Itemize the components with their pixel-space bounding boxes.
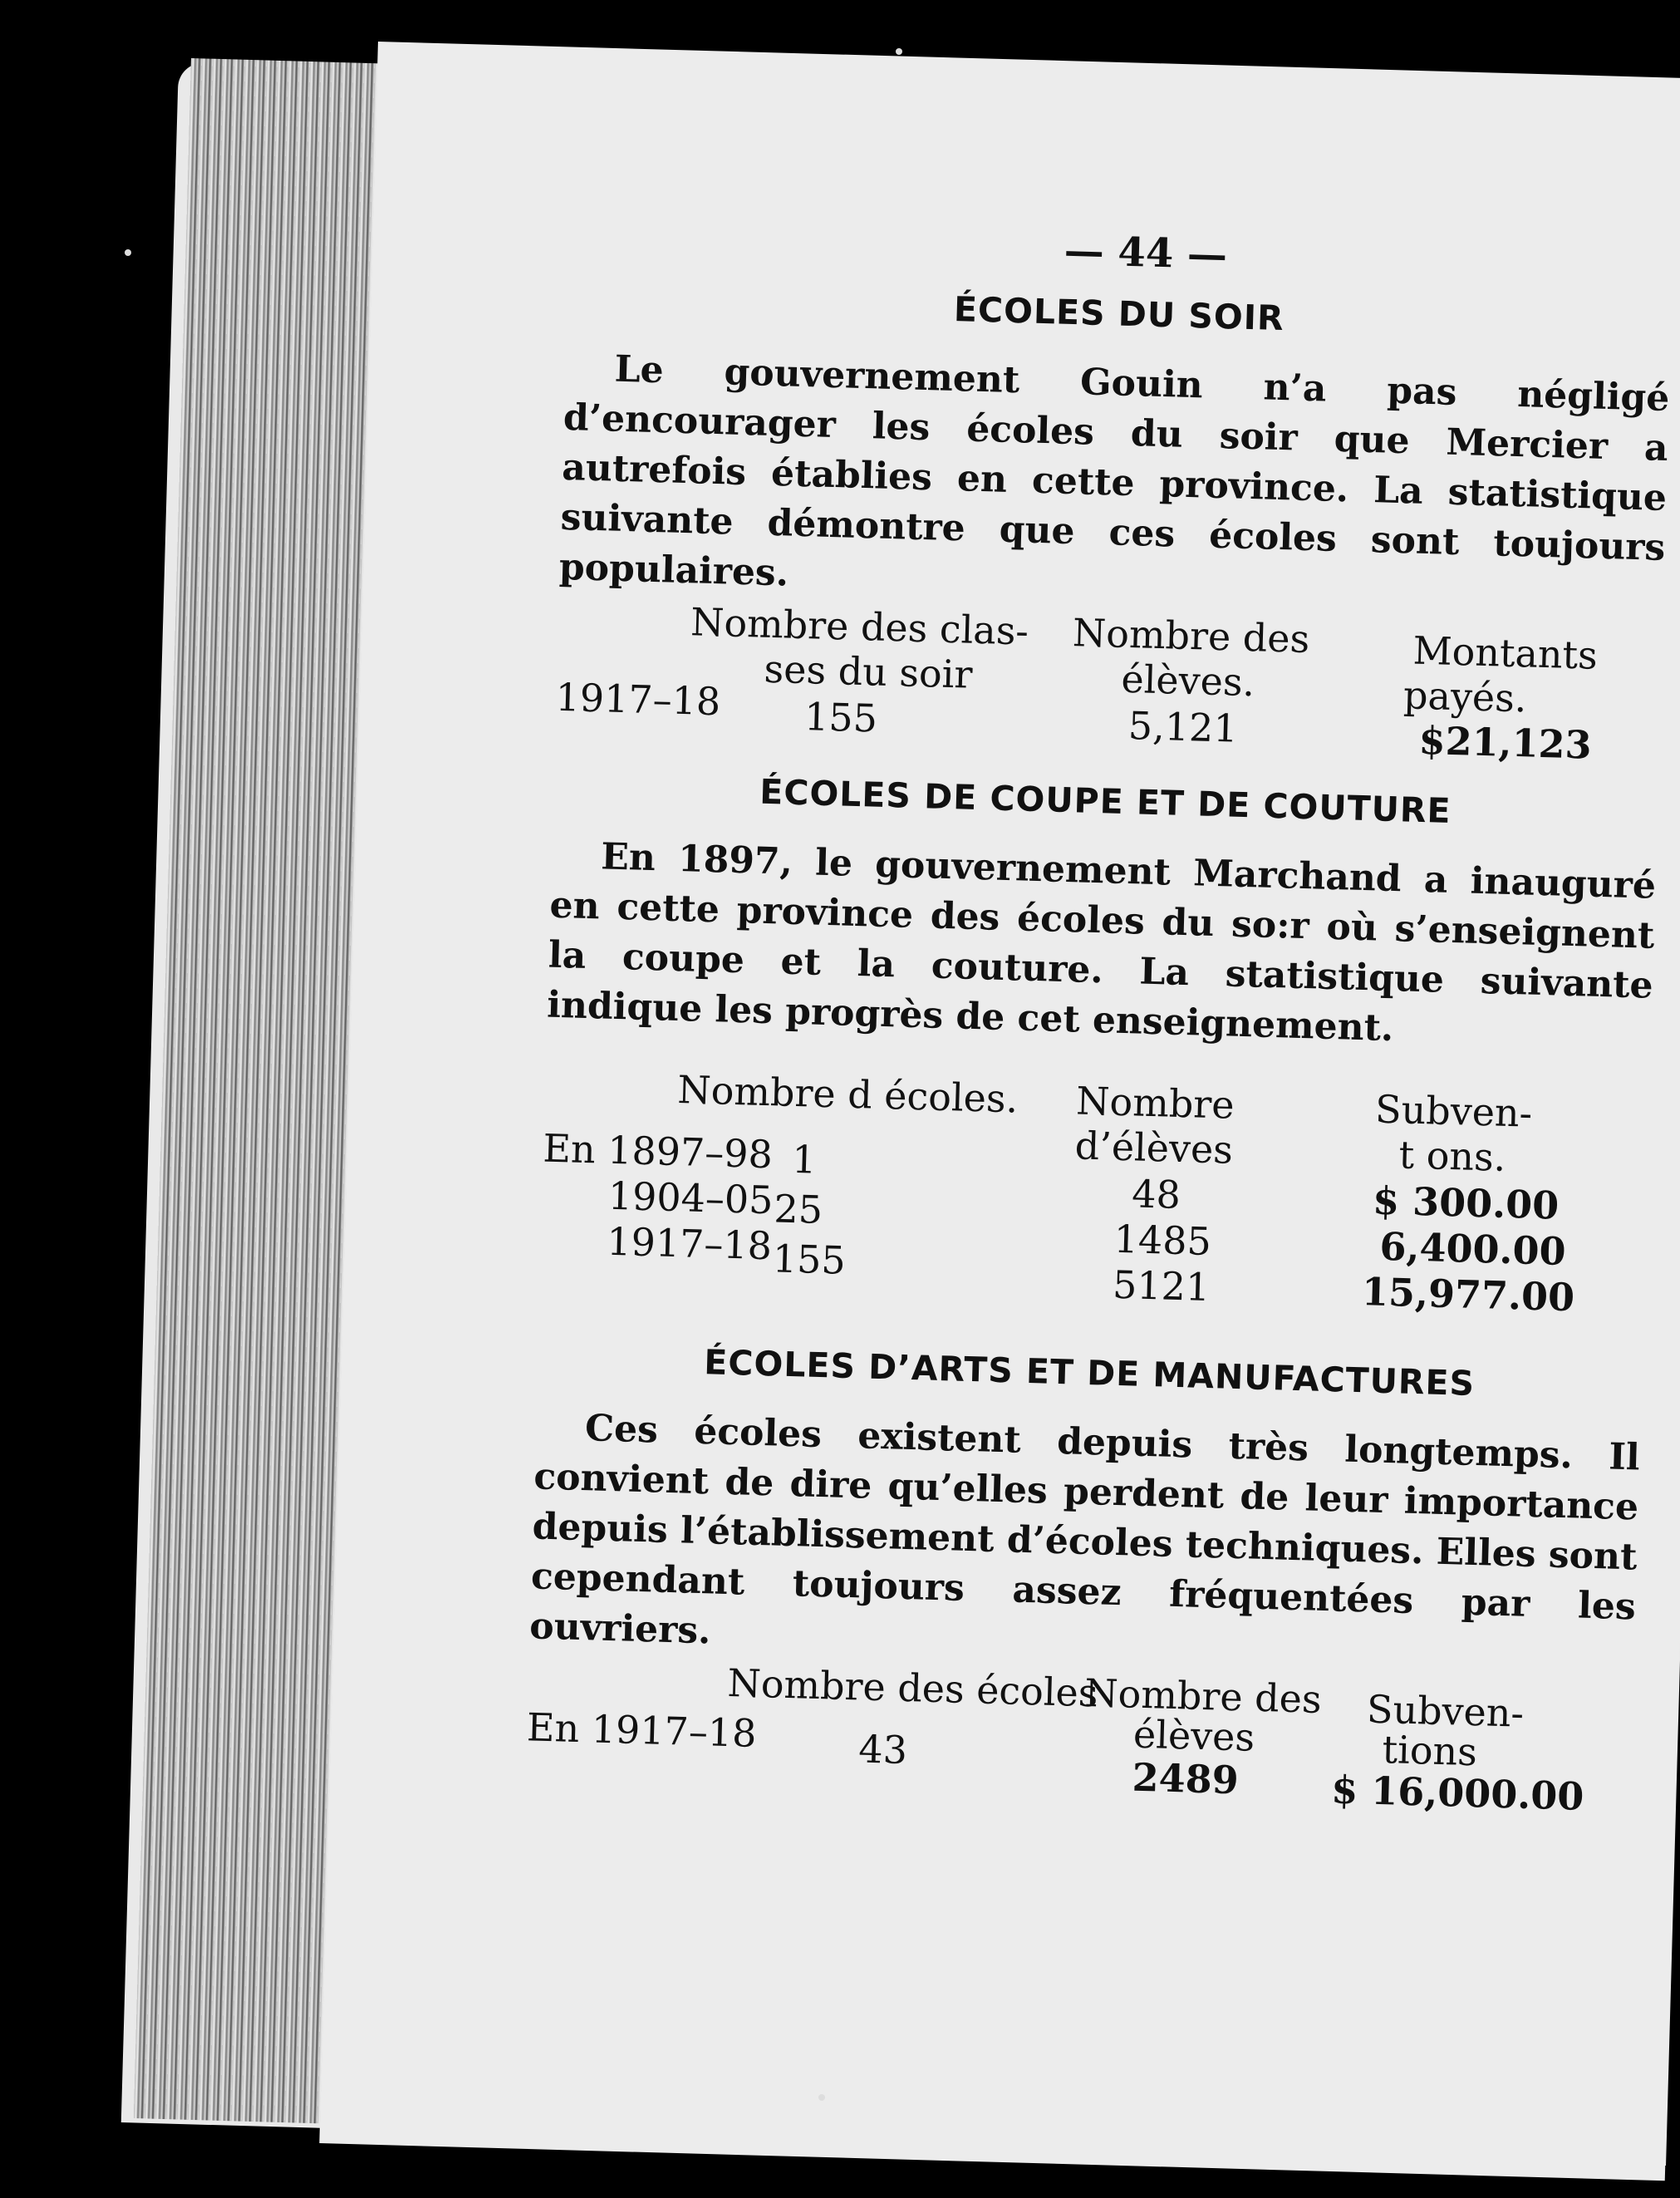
table-cell: $21,123 (1417, 717, 1593, 768)
table-header: Subven- (1374, 1086, 1533, 1136)
page-content (523, 212, 1673, 1904)
scan-speck (896, 48, 902, 55)
table-coupe-couture (538, 1064, 1650, 1344)
table-header: Nombre des clas- (690, 599, 1029, 654)
table-cell: 48 (1131, 1171, 1181, 1217)
page-number: — 44 — (1064, 227, 1228, 279)
table-cell: 6,400.00 (1378, 1223, 1567, 1274)
table-cell: 1 (791, 1136, 818, 1183)
table-header: Subven- (1366, 1686, 1525, 1736)
table-header: Nombre des (1083, 1670, 1323, 1722)
table-row-year: 1917–18 (606, 1218, 773, 1269)
table-header: Nombre des écoles (726, 1660, 1099, 1716)
table-header: d’élèves (1074, 1123, 1234, 1173)
table-row-year: 1904–05 (607, 1173, 774, 1223)
table-cell: 2489 (1131, 1754, 1240, 1803)
scan-speck (818, 2094, 825, 2101)
table-header: élèves. (1120, 656, 1255, 706)
section-paragraph: Le gouvernement Gouin n’a pas négligé d’encourager les écoles du soir que Mercier a autrefois établies en cette province. La statistique suivante démontre que ces écoles sont toujours populaires. (558, 347, 1670, 595)
table-cell: 155 (772, 1236, 847, 1283)
table-header: Nombre des (1072, 610, 1310, 662)
table-cell: 25 (773, 1186, 823, 1232)
table-row-year: 1917–18 (554, 674, 721, 725)
section-title-coupe-couture: ÉCOLES DE COUPE ET DE COUTURE (759, 771, 1452, 831)
table-cell: 5121 (1112, 1261, 1211, 1310)
table-header: Nombre d écoles. (676, 1067, 1019, 1122)
table-header: Montants (1412, 627, 1599, 678)
section-title-ecoles-du-soir: ÉCOLES DU SOIR (953, 288, 1285, 339)
table-cell: $ 16,000.00 (1330, 1767, 1585, 1819)
section-paragraph: En 1897, le gouvernement Marchand a inauguré en cette province des écoles du so:r où s’enseignent la coupe et la couture. La statistique suivante indique les progrès de cet enseignement. (546, 835, 1657, 1050)
table-header: t ons. (1398, 1132, 1507, 1180)
table-header: ses du soir (763, 646, 974, 697)
table-cell: 5,121 (1127, 703, 1239, 751)
table-header: Nombre (1075, 1078, 1235, 1128)
table-row-year: En 1897–98 (542, 1125, 774, 1178)
table-header: payés. (1402, 672, 1528, 721)
table-header: tions (1381, 1727, 1478, 1775)
table-cell: $ 300.00 (1372, 1178, 1560, 1228)
section-title-arts-manufactures: ÉCOLES D’ARTS ET DE MANUFACTURES (703, 1342, 1476, 1404)
table-arts-manufactures (525, 1655, 1633, 1827)
table-cell: 43 (857, 1726, 908, 1773)
scan-speck (125, 249, 131, 256)
table-cell: 155 (803, 694, 878, 741)
table-ecoles-du-soir (554, 596, 1663, 772)
table-header: élèves (1132, 1711, 1255, 1760)
table-row-year: En 1917–18 (526, 1704, 758, 1756)
section-paragraph: Ces écoles existent depuis très longtemps. Il convient de dire qu’elles perdent de leur importance depuis l’établissement d’écoles techniques. Elles sont cependant toujours assez fréquentées par les ouvriers. (528, 1407, 1641, 1653)
table-cell: 15,977.00 (1361, 1269, 1575, 1320)
table-cell: 1485 (1113, 1216, 1212, 1265)
